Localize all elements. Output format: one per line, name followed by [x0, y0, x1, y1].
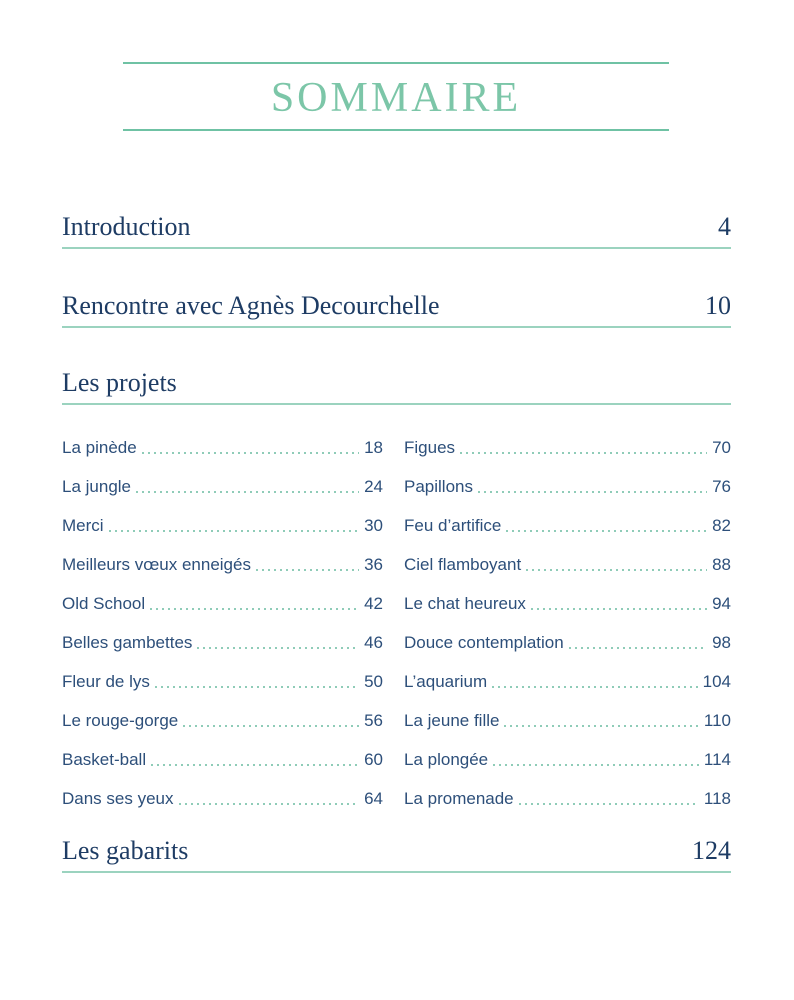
toc-entry-page: 18 — [364, 438, 383, 457]
toc-entry-label: Ciel flamboyant — [404, 555, 522, 574]
toc-entry-laquarium[interactable] — [404, 672, 731, 692]
dot-leader — [256, 569, 359, 571]
toc-entry-feu-dartifice[interactable] — [404, 516, 731, 536]
projects-column-right — [404, 438, 731, 828]
toc-entry-page: 104 — [702, 672, 731, 691]
toc-entry-la-pinede[interactable] — [62, 438, 383, 458]
dot-leader — [183, 725, 359, 727]
toc-entry-page: 88 — [712, 555, 731, 574]
toc-entry-le-rouge-gorge[interactable] — [62, 711, 383, 731]
page-title: SOMMAIRE — [270, 74, 522, 121]
dot-leader — [197, 647, 359, 649]
section-introduction[interactable] — [62, 211, 731, 249]
section-label: Les projets — [62, 368, 177, 397]
toc-entry-basket-ball[interactable] — [62, 750, 383, 770]
section-page-number: 4 — [718, 212, 731, 241]
toc-entry-label: La pinède — [62, 438, 137, 457]
dot-leader — [506, 530, 707, 532]
toc-entry-fleur-de-lys[interactable] — [62, 672, 383, 692]
toc-entry-page: 46 — [364, 633, 383, 652]
toc-entry-label: L’aquarium — [404, 672, 488, 691]
section-page-number: 124 — [692, 836, 731, 865]
section-les-gabarits[interactable] — [62, 835, 731, 873]
dot-leader — [478, 491, 707, 493]
title-banner — [123, 62, 669, 131]
toc-entry-label: Papillons — [404, 477, 473, 496]
toc-entry-page: 42 — [364, 594, 383, 613]
toc-entry-label: Meilleurs vœux enneigés — [62, 555, 251, 574]
toc-entry-page: 50 — [364, 672, 383, 691]
toc-entry-label: La jungle — [62, 477, 132, 496]
toc-entry-page: 24 — [364, 477, 383, 496]
dot-leader — [526, 569, 707, 571]
toc-entry-page: 76 — [712, 477, 731, 496]
toc-entry-page: 82 — [712, 516, 731, 535]
dot-leader — [150, 608, 359, 610]
toc-entry-page: 56 — [364, 711, 383, 730]
section-label: Les gabarits — [62, 836, 189, 865]
dot-leader — [155, 686, 359, 688]
toc-entry-page: 60 — [364, 750, 383, 769]
toc-entry-la-plongee[interactable] — [404, 750, 731, 770]
toc-entry-belles-gambettes[interactable] — [62, 633, 383, 653]
dot-leader — [136, 491, 359, 493]
toc-entry-page: 110 — [703, 711, 731, 730]
toc-entry-page: 94 — [712, 594, 731, 613]
toc-entry-meilleurs-voeux[interactable] — [62, 555, 383, 575]
toc-entry-page: 36 — [364, 555, 383, 574]
toc-entry-figues[interactable] — [404, 438, 731, 458]
dot-leader — [531, 608, 707, 610]
toc-entry-label: La plongée — [404, 750, 489, 769]
dot-leader — [179, 803, 360, 805]
dot-leader — [504, 725, 698, 727]
dot-leader — [519, 803, 699, 805]
toc-entry-la-promenade[interactable] — [404, 789, 731, 809]
toc-entry-label: Feu d’artifice — [404, 516, 502, 535]
toc-entry-page: 118 — [703, 789, 731, 808]
section-label: Rencontre avec Agnès Decourchelle — [62, 291, 440, 320]
toc-entry-old-school[interactable] — [62, 594, 383, 614]
toc-entry-page: 98 — [712, 633, 731, 652]
toc-entry-label: Merci — [62, 516, 104, 535]
toc-entry-label: Douce contemplation — [404, 633, 564, 652]
toc-entry-la-jeune-fille[interactable] — [404, 711, 731, 731]
toc-entry-label: La jeune fille — [404, 711, 500, 730]
toc-entry-label: Le rouge-gorge — [62, 711, 179, 730]
toc-entry-la-jungle[interactable] — [62, 477, 383, 497]
section-label: Introduction — [62, 212, 191, 241]
toc-entry-dans-ses-yeux[interactable] — [62, 789, 383, 809]
toc-entry-page: 30 — [364, 516, 383, 535]
dot-leader — [142, 452, 359, 454]
dot-leader — [493, 764, 699, 766]
toc-entry-merci[interactable] — [62, 516, 383, 536]
toc-entry-label: Belles gambettes — [62, 633, 193, 652]
section-les-projets — [62, 367, 731, 405]
dot-leader — [109, 530, 360, 532]
toc-entry-page: 114 — [703, 750, 731, 769]
section-rencontre[interactable] — [62, 290, 731, 328]
toc-entry-le-chat-heureux[interactable] — [404, 594, 731, 614]
dot-leader — [492, 686, 697, 688]
toc-entry-label: Figues — [404, 438, 456, 457]
toc-entry-papillons[interactable] — [404, 477, 731, 497]
toc-entry-douce-contemplation[interactable] — [404, 633, 731, 653]
toc-entry-label: Old School — [62, 594, 146, 613]
toc-entry-ciel-flamboyant[interactable] — [404, 555, 731, 575]
toc-entry-label: Fleur de lys — [62, 672, 150, 691]
toc-entry-label: Le chat heureux — [404, 594, 526, 613]
toc-entry-page: 64 — [364, 789, 383, 808]
section-page-number: 10 — [705, 291, 731, 320]
toc-entry-page: 70 — [712, 438, 731, 457]
projects-column-left — [62, 438, 383, 828]
dot-leader — [460, 452, 707, 454]
dot-leader — [151, 764, 359, 766]
toc-entry-label: Basket-ball — [62, 750, 147, 769]
toc-entry-label: La promenade — [404, 789, 514, 808]
dot-leader — [569, 647, 707, 649]
toc-entry-label: Dans ses yeux — [62, 789, 174, 808]
